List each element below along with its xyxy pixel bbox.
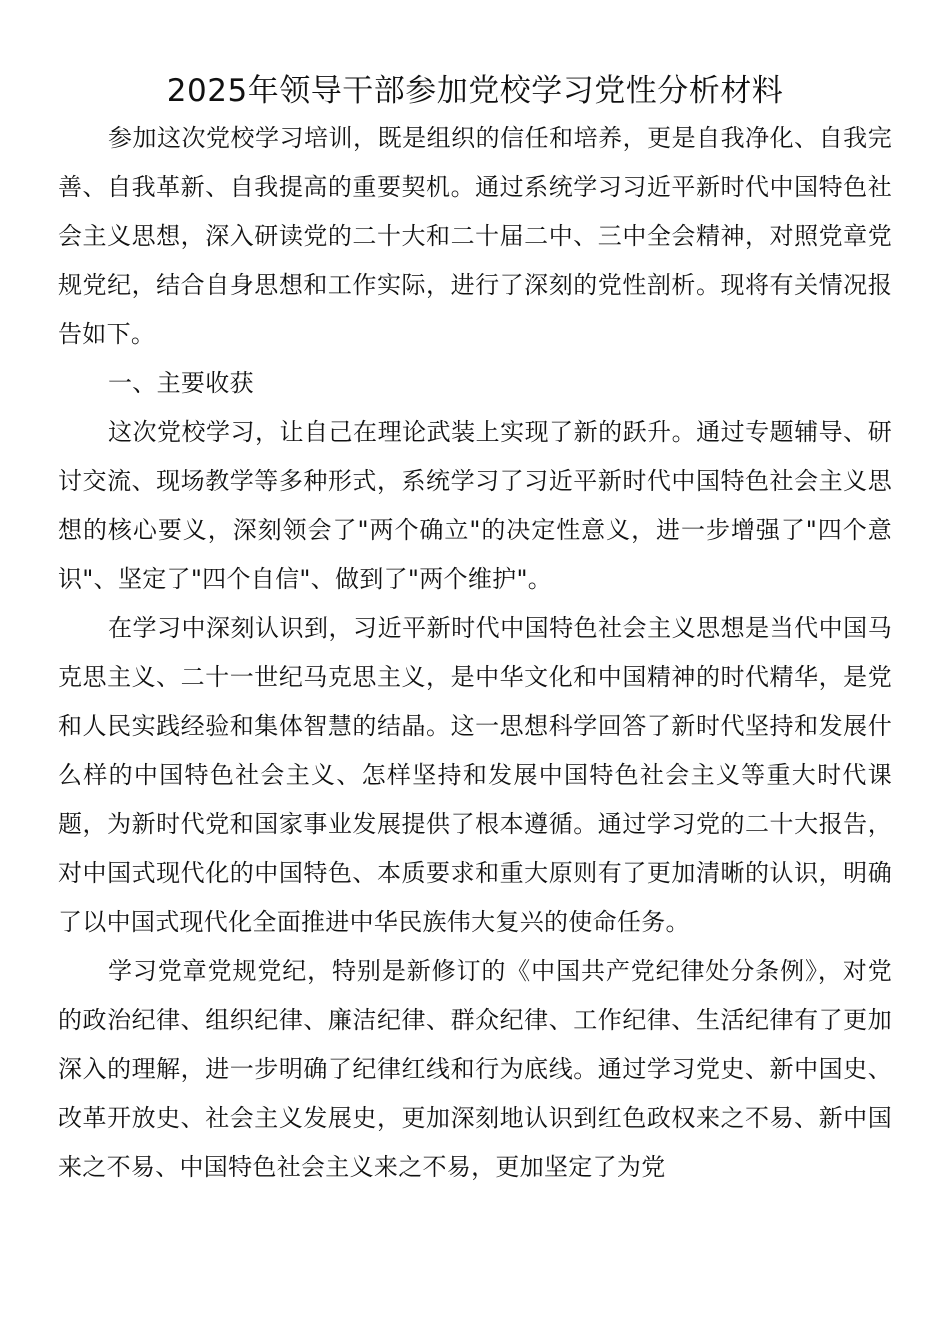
document-title: 2025年领导干部参加党校学习党性分析材料 [166,73,784,109]
section-heading-main-gains: 一、主要收获 [108,369,254,397]
intro-paragraph: 参加这次党校学习培训，既是组织的信任和培养，更是自我净化、自我完善、自我革新、自我提高的重要契机。通过系统学习习近平新时代中国特色社会主义思想，深入研读党的二十大和二十届二中、三中全会精神，对照党章党规党纪，结合自身思想和工作实际，进行了深刻的党性剖析。现将有关情况报告如下。 [58,124,892,348]
document-body [58,114,892,1192]
body-paragraph: 在学习中深刻认识到，习近平新时代中国特色社会主义思想是当代中国马克思主义、二十一世纪马克思主义，是中华文化和中国精神的时代精华，是党和人民实践经验和集体智慧的结晶。这一思想科学回答了新时代坚持和发展什么样的中国特色社会主义、怎样坚持和发展中国特色社会主义等重大时代课题，为新时代党和国家事业发展提供了根本遵循。通过学习党的二十大报告，对中国式现代化的中国特色、本质要求和重大原则有了更加清晰的认识，明确了以中国式现代化全面推进中华民族伟大复兴的使命任务。 [58,614,892,936]
body-paragraph: 学习党章党规党纪，特别是新修订的《中国共产党纪律处分条例》，对党的政治纪律、组织纪律、廉洁纪律、群众纪律、工作纪律、生活纪律有了更加深入的理解，进一步明确了纪律红线和行为底线。通过学习党史、新中国史、改革开放史、社会主义发展史，更加深刻地认识到红色政权来之不易、新中国来之不易、中国特色社会主义来之不易，更加坚定了为党 [58,957,892,1181]
body-paragraph: 这次党校学习，让自己在理论武装上实现了新的跃升。通过专题辅导、研讨交流、现场教学等多种形式，系统学习了习近平新时代中国特色社会主义思想的核心要义，深刻领会了"两个确立"的决定性意义，进一步增强了"四个意识"、坚定了"四个自信"、做到了"两个维护"。 [58,418,892,593]
